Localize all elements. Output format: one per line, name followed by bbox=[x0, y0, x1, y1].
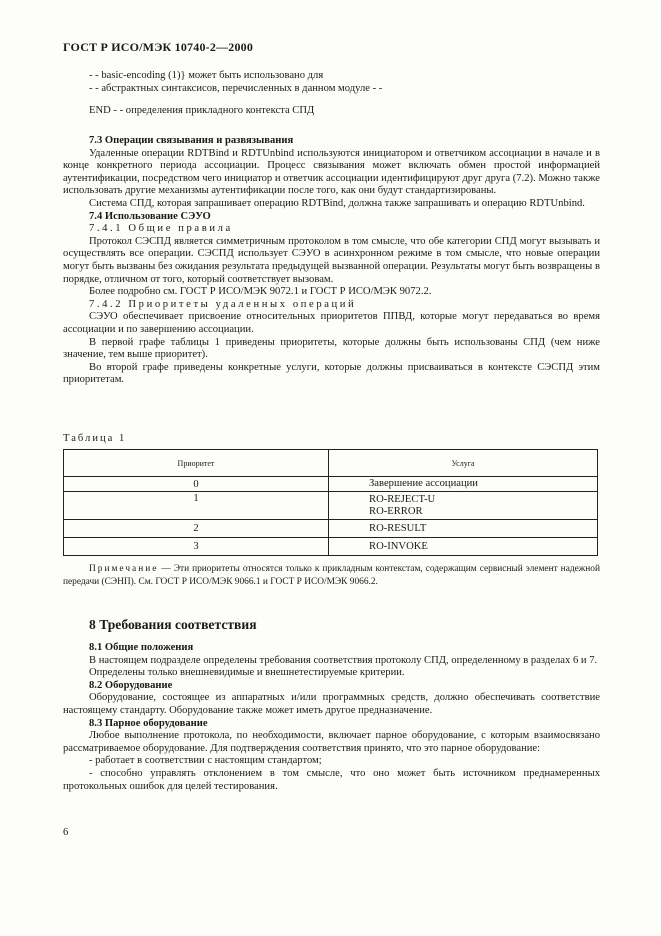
section-7-4-2-para-3: Во второй графе приведены конкретные услуги, которые должны присваиваться в контексте СЭСПД этим приоритетам. bbox=[63, 361, 600, 386]
section-7-4-1-para-2: Более подробно см. ГОСТ Р ИСО/МЭК 9072.1 и ГОСТ Р ИСО/МЭК 9072.2. bbox=[89, 286, 432, 298]
table-cell-service: RO-RESULT bbox=[329, 520, 598, 538]
section-8-3-title: 8.3 Парное оборудование bbox=[89, 717, 208, 729]
table-cell-priority: 2 bbox=[64, 520, 329, 538]
page-header: ГОСТ Р ИСО/МЭК 10740-2—2000 bbox=[63, 40, 254, 54]
priority-table bbox=[63, 449, 598, 556]
table-note bbox=[63, 563, 600, 588]
table-header-row bbox=[64, 450, 598, 477]
table-cell-service: RO-INVOKE bbox=[329, 538, 598, 556]
section-7-3-title: 7.3 Операции связывания и развязывания bbox=[89, 135, 294, 146]
table-cell-priority: 1 bbox=[64, 492, 329, 520]
intro-block bbox=[63, 70, 600, 118]
section-8-2-para-1: Оборудование, состоящее из аппаратных и/или программных средств, должно обеспечивать соответствие настоящему стандарту. Оборудование также может иметь другое предназначение. bbox=[63, 692, 600, 716]
table-row bbox=[64, 477, 598, 492]
section-7-4-title: 7.4 Использование СЭУО bbox=[89, 210, 211, 222]
section-7-3-para-2: Система СПД, которая запрашивает операцию RDTBind, должна также запрашивать и операцию RDTUnbind. bbox=[89, 197, 585, 209]
table-cell-service: Завершение ассоциации bbox=[329, 477, 598, 492]
table-caption: Таблица 1 bbox=[63, 433, 127, 444]
section-8-2-title: 8.2 Оборудование bbox=[89, 679, 173, 691]
note-label: Примечание bbox=[89, 564, 159, 574]
section-7-4-2-para-1: СЭУО обеспечивает присвоение относительных приоритетов ППВД, которые могут передаваться во время ассоциации и по завершению ассоциации. bbox=[63, 311, 600, 335]
section-8-1-para-2: Определены только внешневидимые и внешнетестируемые критерии. bbox=[89, 667, 405, 679]
page-number: 6 bbox=[63, 827, 69, 838]
section-7-4-1-para-1: Протокол СЭСПД является симметричным протоколом в том смысле, что обе категории СПД могут вызывать и осуществлять все операции. СЭСПД использует СЭУО в асинхронном режиме в том смысле, что новые операции могут быть вызваны без ожидания результата предыдущей вызванной операции. Результаты могут быть возвращены в порядке, отличном от того, который соответствует вызовам. bbox=[63, 235, 600, 285]
intro-line-3: END - - определения прикладного контекста СПД bbox=[89, 105, 315, 117]
table-row bbox=[64, 492, 598, 520]
section-8-3-para-1: Любое выполнение протокола, по необходимости, включает парное оборудование, с которым взаимосвязано рассматриваемое оборудование. Для подтверждения соответствия принято, что это парное оборудование: bbox=[63, 730, 600, 754]
intro-line-2: - - абстрактных синтаксисов, перечисленных в данном модуле - - bbox=[89, 82, 383, 94]
section-8-body bbox=[63, 642, 600, 793]
table-cell-service: RO-REJECT-U RO-ERROR bbox=[329, 492, 598, 520]
table-row bbox=[64, 520, 598, 538]
section-7-4-2-title: 7.4.2 Приоритеты удаленных операций bbox=[89, 298, 357, 310]
table-row bbox=[64, 538, 598, 556]
section-7-4-1-title: 7.4.1 Общие правила bbox=[89, 223, 233, 235]
note-text: — Эти приоритеты относятся только к прикладным контекстам, содержащим сервисный элемент надежной передачи (СЭНП). См. ГОСТ Р ИСО/МЭК 9066.1 и ГОСТ Р ИСО/МЭК 9066.2. bbox=[63, 564, 600, 587]
section-8-title: 8 Требования соответствия bbox=[89, 617, 257, 632]
section-7-3-7-4 bbox=[63, 135, 600, 387]
section-7-4-2-para-2: В первой графе таблицы 1 приведены приоритеты, которые должны быть использованы СПД (чем ниже значение, тем выше приоритет). bbox=[63, 336, 600, 361]
intro-line-1: - - basic-encoding (1)} может быть использовано для bbox=[89, 70, 324, 81]
table-cell-priority: 3 bbox=[64, 538, 329, 556]
section-7-3-para-1: Удаленные операции RDTBind и RDTUnbind используются инициатором и ответчиком ассоциации в начале и в конце конкретного периода ассоциации. Процесс связывания может включать обмен простой информацией аутентификации, посредством чего инициатор и ответчик ассоциации идентифицируют друг друга (7.2). Можно также использовать другие механизмы аутентификации после того, как они будут стандартизированы. bbox=[63, 147, 600, 197]
table-header-service: Услуга bbox=[329, 450, 598, 477]
section-8-1-para-1: В настоящем подразделе определены требования соответствия протоколу СПД, определенному в разделах 6 и 7. bbox=[89, 654, 598, 666]
section-8-1-title: 8.1 Общие положения bbox=[89, 642, 194, 653]
table-header-priority: Приоритет bbox=[64, 450, 329, 477]
table-cell-priority: 0 bbox=[64, 477, 329, 492]
section-8-3-bullet-1: - работает в соответствии с настоящим стандартом; bbox=[89, 755, 322, 767]
section-8-3-bullet-2: - способно управлять отклонением в том смысле, что оно может быть источником преднамеренных протокольных ошибок для целей тестирования. bbox=[63, 767, 600, 792]
